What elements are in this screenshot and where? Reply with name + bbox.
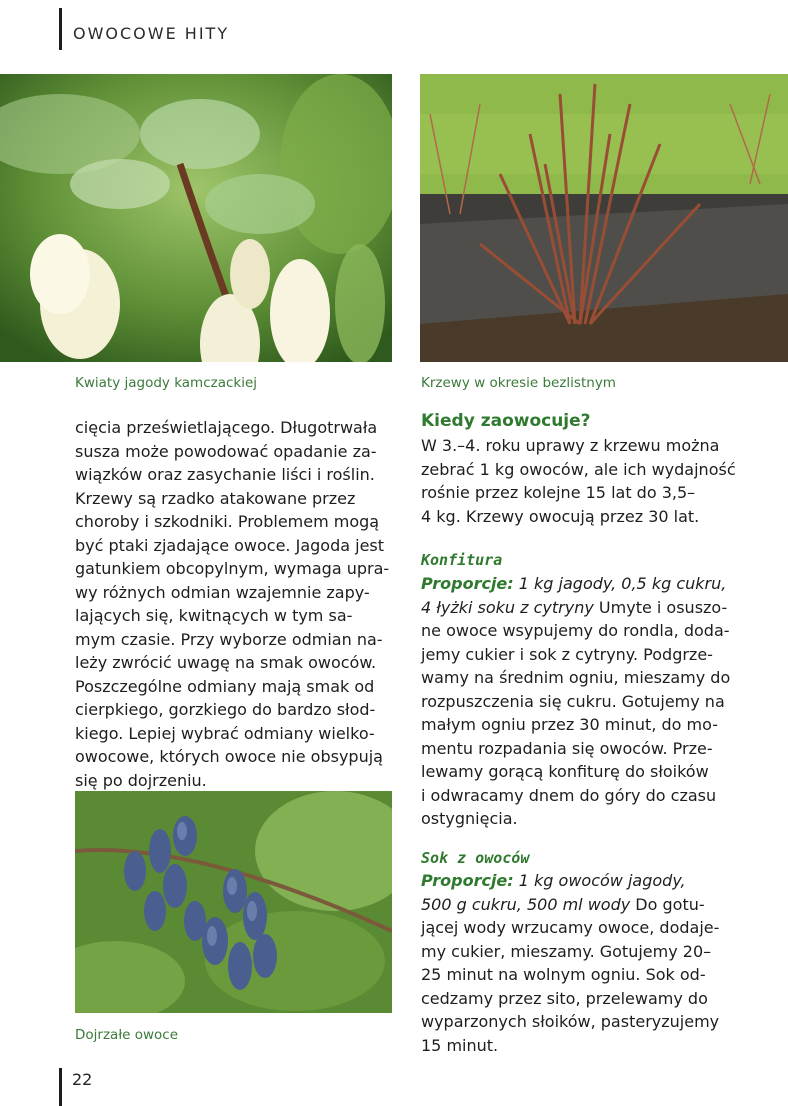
header-rule <box>59 8 62 50</box>
juice-text <box>421 869 766 1057</box>
text-line: wamy na średnim ogniu, mieszamy do <box>421 668 731 687</box>
text-line: 4 kg. Krzewy owocują przez 30 lat. <box>421 506 700 526</box>
text-line: 15 minut. <box>421 1035 499 1055</box>
fruits-caption: Dojrzałe owoce <box>75 1027 179 1043</box>
text-line: ostygnięcia. <box>421 809 518 828</box>
text-line: choroby i szkodniki. Problemem mogą <box>75 512 380 531</box>
text-line: gatunkiem obcopylnym, wymaga upra- <box>75 559 390 578</box>
section-title: OWOCOWE HITY <box>73 24 230 43</box>
ingredients: 1 kg owoców jagody, <box>518 871 686 890</box>
text-line: Poszczególne odmiany mają smak od <box>75 676 375 696</box>
when-heading: Kiedy zaowocuje? <box>421 411 591 431</box>
text-line: lających się, kwitnących w tym sa- <box>75 606 353 625</box>
ingredients: 500 g cukru, 500 ml wody <box>421 894 631 914</box>
text-fragment: Do gotu- <box>635 894 705 914</box>
left-column-text <box>75 416 390 792</box>
shrubs-photo <box>420 74 788 362</box>
text-line: być ptaki zjadające owoce. Jagoda jest <box>75 535 385 555</box>
jam-heading: Konfitura <box>421 551 503 569</box>
footer-rule <box>59 1068 62 1106</box>
juice-heading: Sok z owoców <box>421 849 530 867</box>
page-number: 22 <box>72 1070 93 1089</box>
text-line: jącej wody wrzucamy owoce, dodaje- <box>421 918 720 937</box>
proportions-label: Proporcje: <box>421 871 514 890</box>
shrubs-caption: Krzewy w okresie bezlistnym <box>421 375 616 391</box>
text-fragment: Umyte i osuszo- <box>598 597 728 617</box>
text-line <box>421 869 766 893</box>
ingredients: 4 łyżki soku z cytryny <box>421 597 594 617</box>
text-line: cierpkiego, gorzkiego do bardzo słod- <box>75 700 376 719</box>
text-line: wiązków oraz zasychanie liści i roślin. <box>75 465 375 484</box>
text-line <box>421 596 766 620</box>
text-line: wy różnych odmian wzajemnie zapy- <box>75 582 370 602</box>
text-line: mentu rozpadania się owoców. Prze- <box>421 738 713 758</box>
text-line: i odwracamy dnem do góry do czasu <box>421 785 717 805</box>
text-line: kiego. Lepiej wybrać odmiany wielko- <box>75 723 375 743</box>
text-line: jemy cukier i sok z cytryny. Podgrze- <box>421 644 713 664</box>
text-line: rośnie przez kolejne 15 lat do 3,5– <box>421 483 696 502</box>
text-line: cedzamy przez sito, przelewamy do <box>421 988 708 1008</box>
text-line: owocowe, których owoce nie obsypują <box>75 747 383 766</box>
ingredients: 1 kg jagody, 0,5 kg cukru, <box>518 574 727 593</box>
text-line: lewamy gorącą konfiturę do słoików <box>421 762 709 781</box>
when-text <box>421 434 766 528</box>
proportions-label: Proporcje: <box>421 574 514 593</box>
text-line: Krzewy są rzadko atakowane przez <box>75 488 356 508</box>
flowers-caption: Kwiaty jagody kamczackiej <box>75 375 258 391</box>
fruits-photo <box>75 791 392 1013</box>
text-line: wyparzonych słoików, pasteryzujemy <box>421 1012 720 1031</box>
text-line: W 3.–4. roku uprawy z krzewu można <box>421 436 720 455</box>
jam-text <box>421 572 766 831</box>
text-line <box>421 893 766 917</box>
text-line: my cukier, mieszamy. Gotujemy 20– <box>421 941 712 961</box>
text-line: cięcia prześwietlającego. Długotrwała <box>75 418 378 437</box>
text-line: susza może powodować opadanie za- <box>75 441 377 461</box>
text-line: zebrać 1 kg owoców, ale ich wydajność <box>421 459 736 479</box>
text-line: 25 minut na wolnym ogniu. Sok od- <box>421 965 706 984</box>
text-line <box>421 572 766 596</box>
text-line: leży zwrócić uwagę na smak owoców. <box>75 653 377 672</box>
flowers-photo <box>0 74 392 362</box>
text-line: się po dojrzeniu. <box>75 770 207 790</box>
text-line: ne owoce wsypujemy do rondla, doda- <box>421 621 730 640</box>
text-line: małym ogniu przez 30 minut, do mo- <box>421 715 718 734</box>
text-line: rozpuszczenia się cukru. Gotujemy na <box>421 691 725 711</box>
text-line: mym czasie. Przy wyborze odmian na- <box>75 629 383 649</box>
